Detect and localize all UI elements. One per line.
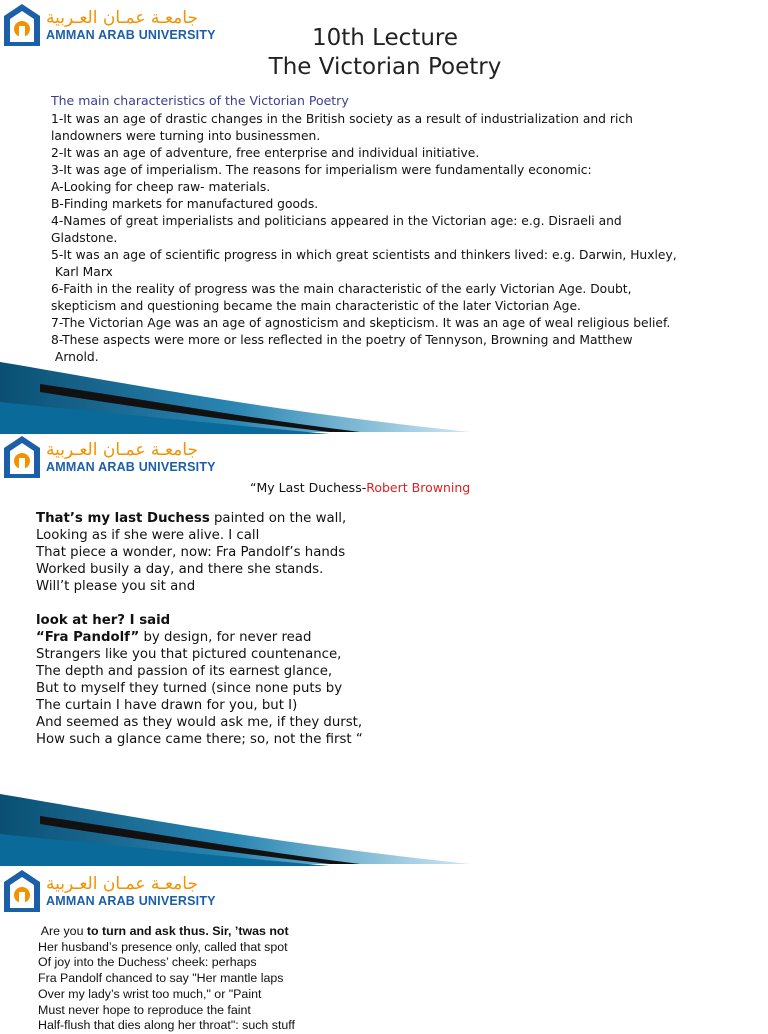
poem-line xyxy=(36,697,456,714)
poem-line-text: Will’t please you sit and xyxy=(36,579,196,594)
poem-line xyxy=(38,987,458,1003)
poem-excerpt-continued xyxy=(38,924,458,1034)
poem-line xyxy=(38,940,458,956)
poem-line-text: Fra Pandolf chanced to say "Her mantle laps xyxy=(38,971,284,986)
slide-victorian-poetry xyxy=(0,0,768,432)
logo-english-name: AMMAN ARAB UNIVERSITY xyxy=(46,28,216,42)
poem-line-bold: look at her? I said xyxy=(36,613,171,628)
characteristic-line: 5-It was an age of scientific progress in which great scientists and thinkers lived: e.g. Darwin, Huxley, xyxy=(51,248,677,262)
characteristic-line: 1-It was an age of drastic changes in the British society as a result of industrialization and rich xyxy=(51,112,633,126)
characteristic-line: 3-It was age of imperialism. The reasons for imperialism were fundamentally economic: xyxy=(51,163,592,177)
poem-line xyxy=(36,731,456,748)
poem-line xyxy=(36,578,456,595)
poem-line xyxy=(36,612,456,629)
title-line-1: 10th Lecture xyxy=(311,25,459,51)
characteristic-line: Arnold. xyxy=(51,350,99,364)
university-emblem-icon xyxy=(2,868,42,914)
university-emblem-icon xyxy=(2,434,42,480)
logo-english-name: AMMAN ARAB UNIVERSITY xyxy=(46,894,216,908)
decorative-swoosh xyxy=(0,794,470,866)
poem-line-bold: “Fra Pandolf” xyxy=(36,630,140,645)
poem-line xyxy=(36,646,456,663)
poem-line xyxy=(38,955,458,971)
characteristics-list xyxy=(51,111,701,366)
poem-line-text: Her husband’s presence only, called that spot xyxy=(38,939,288,954)
poem-line xyxy=(36,595,456,612)
poem-line xyxy=(38,971,458,987)
poem-line-bold: That’s my last Duchess xyxy=(36,511,210,526)
poem-line-text: Worked busily a day, and there she stands. xyxy=(36,562,324,577)
poem-line-text: Are you xyxy=(38,924,87,938)
university-logo xyxy=(2,2,216,48)
poem-excerpt xyxy=(36,510,456,748)
characteristic-line: A-Looking for cheep raw- materials. xyxy=(51,180,271,194)
poem-line xyxy=(38,1018,458,1034)
poem-line xyxy=(36,544,456,561)
poem-line-text: Looking as if she were alive. I call xyxy=(36,528,260,543)
poem-line xyxy=(36,561,456,578)
poem-line xyxy=(36,510,456,527)
poem-line-text: And seemed as they would ask me, if they durst, xyxy=(36,715,363,730)
poem-line-text: Half-flush that dies along her throat": such stuff xyxy=(38,1018,295,1033)
poem-title xyxy=(250,480,470,495)
poem-line xyxy=(36,629,456,646)
poem-title-text: “My Last Duchess- xyxy=(250,480,367,495)
poem-author: Robert Browning xyxy=(366,480,471,495)
poem-line-text: Must never hope to reproduce the faint xyxy=(38,1002,251,1017)
slide-my-last-duchess-2 xyxy=(0,864,768,1033)
poem-line xyxy=(38,924,458,940)
logo-arabic-name: جامعـة عمـان العـربية xyxy=(46,440,198,460)
university-logo xyxy=(2,434,216,480)
poem-line xyxy=(38,1003,458,1019)
poem-line-bold: to turn and ask thus. Sir, ’twas not xyxy=(86,924,289,938)
characteristic-line: 8-These aspects were more or less reflected in the poetry of Tennyson, Browning and Matthew xyxy=(51,333,633,347)
characteristic-line: Gladstone. xyxy=(51,231,118,245)
logo-english-name: AMMAN ARAB UNIVERSITY xyxy=(46,460,216,474)
poem-line-text: by design, for never read xyxy=(139,630,312,645)
poem-line-text: The depth and passion of its earnest glance, xyxy=(36,664,333,679)
poem-line xyxy=(36,714,456,731)
slide-my-last-duchess-1 xyxy=(0,432,768,864)
characteristic-line: B-Finding markets for manufactured goods. xyxy=(51,197,319,211)
characteristic-line: 2-It was an age of adventure, free enterprise and individual initiative. xyxy=(51,146,480,160)
university-logo xyxy=(2,868,216,914)
characteristic-line: landowners were turning into businessmen. xyxy=(51,129,321,143)
characteristic-line: 6-Faith in the reality of progress was the main characteristic of the early Victorian Age. Doubt, xyxy=(51,282,632,296)
poem-line-text: How such a glance came there; so, not the first “ xyxy=(36,732,363,747)
poem-line-text: That piece a wonder, now: Fra Pandolf’s hands xyxy=(36,545,346,560)
logo-arabic-name: جامعـة عمـان العـربية xyxy=(46,8,198,28)
characteristic-line: Karl Marx xyxy=(51,265,113,279)
poem-line-text: Over my lady’s wrist too much," or "Paint xyxy=(38,986,262,1001)
characteristic-line: skepticism and questioning became the main characteristic of the later Victorian Age. xyxy=(51,299,581,313)
characteristic-line: 7-The Victorian Age was an age of agnosticism and skepticism. It was an age of weal religious belief. xyxy=(51,316,671,330)
poem-line xyxy=(36,680,456,697)
title-line-2: The Victorian Poetry xyxy=(268,54,502,80)
slide-title xyxy=(190,24,580,82)
university-emblem-icon xyxy=(2,2,42,48)
poem-line-text: Of joy into the Duchess’ cheek: perhaps xyxy=(38,955,257,970)
section-subheading: The main characteristics of the Victorian Poetry xyxy=(51,93,349,108)
characteristic-line: 4-Names of great imperialists and politicians appeared in the Victorian age: e.g. Disraeli and xyxy=(51,214,622,228)
poem-line xyxy=(36,527,456,544)
poem-line-text: The curtain I have drawn for you, but I) xyxy=(36,698,298,713)
poem-line-text: Strangers like you that pictured countenance, xyxy=(36,647,342,662)
poem-line-text: But to myself they turned (since none puts by xyxy=(36,681,343,696)
logo-arabic-name: جامعـة عمـان العـربية xyxy=(46,874,198,894)
poem-line xyxy=(36,663,456,680)
decorative-swoosh xyxy=(0,362,470,434)
poem-line-text: painted on the wall, xyxy=(209,511,347,526)
